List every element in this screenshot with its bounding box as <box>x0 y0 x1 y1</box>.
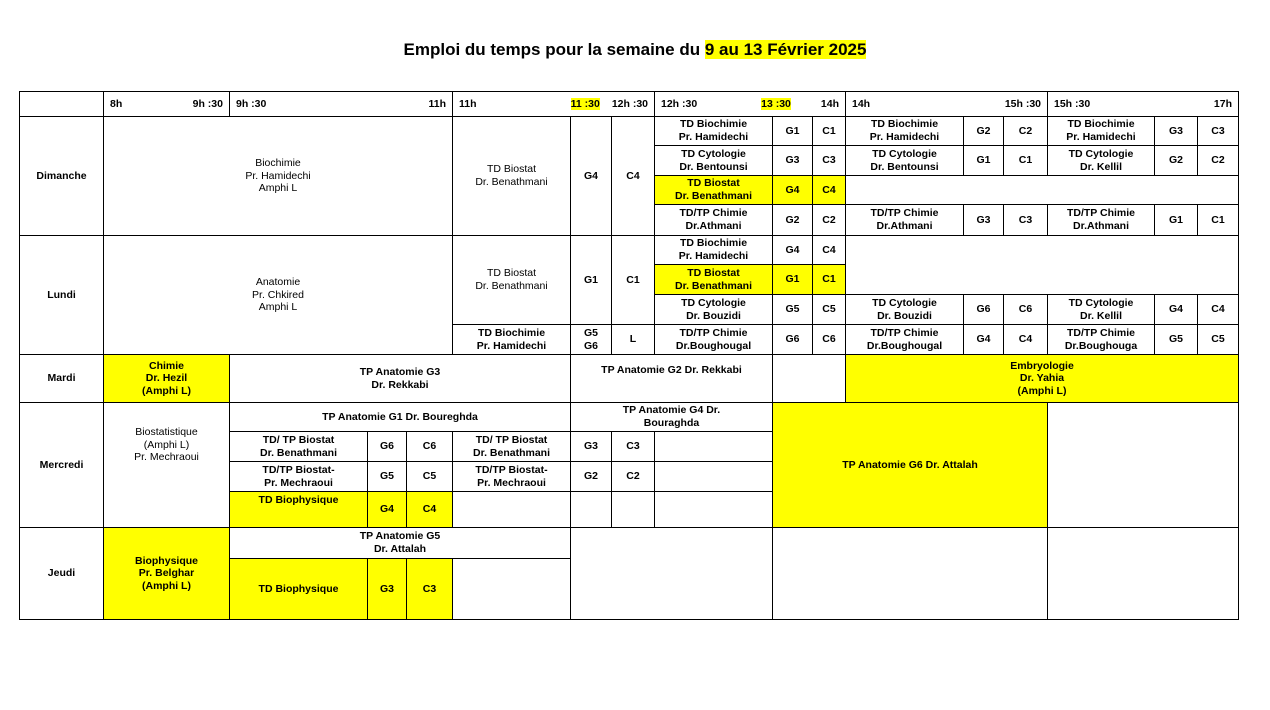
group-cell: G3 <box>963 204 1004 236</box>
room-cell: C2 <box>611 461 655 492</box>
course-cell: TD Biochimie Pr. Hamidechi <box>1047 116 1155 146</box>
room-cell: C4 <box>1003 324 1048 355</box>
header-slot-3 <box>452 91 655 117</box>
group-cell: G3 <box>367 558 407 620</box>
group-cell: G4 <box>1154 294 1198 325</box>
course-cell: TD/ TP Biostat Dr. Benathmani <box>229 431 368 462</box>
day-label-mardi: Mardi <box>19 354 104 403</box>
course-cell: TD/TP Biostat- Pr. Mechraoui <box>229 461 368 492</box>
course-cell: TP Anatomie G6 Dr. Attalah <box>772 402 1048 528</box>
room-cell: C4 <box>406 491 453 528</box>
group-cell: G1 <box>772 264 813 295</box>
time-label: 9h :30 <box>192 97 223 110</box>
empty-cell <box>845 175 1239 205</box>
empty-cell <box>570 527 773 620</box>
course-cell: TD Cytologie Dr. Bentounsi <box>845 145 964 176</box>
room-cell: C2 <box>1003 116 1048 146</box>
room-cell: C6 <box>1003 294 1048 325</box>
room-cell: C6 <box>812 324 846 355</box>
course-cell: TP Anatomie G4 Dr. Bouraghda <box>570 402 773 432</box>
course-cell: TD Biochimie Pr. Hamidechi <box>654 116 773 146</box>
room-cell: C3 <box>406 558 453 620</box>
time-label: 9h :30 <box>236 97 267 110</box>
group-cell: G4 <box>772 235 813 265</box>
empty-cell <box>1047 402 1239 528</box>
course-cell: TD Biophysique <box>229 558 368 620</box>
group-cell: G1 <box>772 116 813 146</box>
group-cell: G4 <box>963 324 1004 355</box>
room-cell: C1 <box>812 116 846 146</box>
room-cell: C4 <box>611 116 655 236</box>
group-cell: G3 <box>772 145 813 176</box>
course-cell: Anatomie Pr. Chkired Amphi L <box>103 235 453 355</box>
course-cell: Chimie Dr. Hezil (Amphi L) <box>103 354 230 403</box>
time-label: 12h :30 <box>661 97 698 110</box>
course-cell: TP Anatomie G5 Dr. Attalah <box>229 527 571 559</box>
course-cell: TD/TP Chimie Dr.Boughougal <box>654 324 773 355</box>
course-cell: TD Biostat Dr. Benathmani <box>654 264 773 295</box>
group-cell: G6 <box>367 431 407 462</box>
empty-cell <box>452 491 571 528</box>
course-cell: TD/TP Chimie Dr.Athmani <box>1047 204 1155 236</box>
course-cell: TD Biostat Dr. Benathmani <box>452 116 571 236</box>
group-cell: G6 <box>772 324 813 355</box>
group-cell: G4 <box>772 175 813 205</box>
room-cell: C3 <box>611 431 655 462</box>
group-cell: G5 G6 <box>570 324 612 355</box>
header-corner <box>19 91 104 117</box>
time-label: 11 :30 <box>570 97 600 110</box>
room-cell: C3 <box>1197 116 1239 146</box>
empty-cell <box>654 431 773 462</box>
course-cell: TD Cytologie Dr. Kellil <box>1047 145 1155 176</box>
course-cell: Biochimie Pr. Hamidechi Amphi L <box>103 116 453 236</box>
time-label: 11h <box>459 97 477 110</box>
course-cell: TD Cytologie Dr. Bouzidi <box>845 294 964 325</box>
room-cell: C1 <box>812 264 846 295</box>
room-cell: C4 <box>812 175 846 205</box>
room-cell: C1 <box>1003 145 1048 176</box>
room-cell: C2 <box>812 204 846 236</box>
group-cell: G2 <box>1154 145 1198 176</box>
time-label: 11h <box>428 97 446 110</box>
course-cell: TD Biochimie Pr. Hamidechi <box>845 116 964 146</box>
time-label: 8h <box>110 97 123 110</box>
course-cell: TD/TP Chimie Dr.Athmani <box>654 204 773 236</box>
room-cell: C4 <box>1197 294 1239 325</box>
time-label: 15h :30 <box>1054 97 1091 110</box>
course-cell: TD Biochimie Pr. Hamidechi <box>452 324 571 355</box>
group-cell: G5 <box>367 461 407 492</box>
course-cell: TD Biochimie Pr. Hamidechi <box>654 235 773 265</box>
course-cell: TD Biostat Dr. Benathmani <box>654 175 773 205</box>
day-label-jeudi: Jeudi <box>19 527 104 620</box>
room-cell: C3 <box>1003 204 1048 236</box>
course-cell: TP Anatomie G2 Dr. Rekkabi <box>570 354 773 403</box>
group-cell: G3 <box>570 431 612 462</box>
course-cell: TP Anatomie G3 Dr. Rekkabi <box>229 354 571 403</box>
room-cell: C1 <box>611 235 655 325</box>
time-label: 12h :30 <box>611 97 648 110</box>
course-cell: TD/TP Biostat- Pr. Mechraoui <box>452 461 571 492</box>
time-label: 15h :30 <box>1004 97 1041 110</box>
course-cell: Embryologie Dr. Yahia (Amphi L) <box>845 354 1239 403</box>
course-cell: Biostatistique (Amphi L) Pr. Mechraoui <box>103 402 230 528</box>
header-slot-2 <box>229 91 453 117</box>
group-cell: G5 <box>772 294 813 325</box>
empty-cell <box>654 461 773 492</box>
room-cell: C2 <box>1197 145 1239 176</box>
day-label-dimanche: Dimanche <box>19 116 104 236</box>
title-text: Emploi du temps pour la semaine du <box>403 40 705 59</box>
room-cell: L <box>611 324 655 355</box>
group-cell: G3 <box>1154 116 1198 146</box>
room-cell: C5 <box>1197 324 1239 355</box>
course-cell: TP Anatomie G1 Dr. Boureghda <box>229 402 571 432</box>
group-cell: G1 <box>1154 204 1198 236</box>
title-date-range: 9 au 13 Février 2025 <box>704 40 867 59</box>
course-cell: TD/TP Chimie Dr.Boughouga <box>1047 324 1155 355</box>
course-cell: TD/TP Chimie Dr.Athmani <box>845 204 964 236</box>
room-cell: C5 <box>812 294 846 325</box>
header-slot-4 <box>654 91 846 117</box>
empty-cell <box>570 491 612 528</box>
day-label-mercredi: Mercredi <box>19 402 104 528</box>
empty-cell <box>1047 527 1239 620</box>
course-cell: Biophysique Pr. Belghar (Amphi L) <box>103 527 230 620</box>
group-cell: G6 <box>963 294 1004 325</box>
empty-cell <box>772 527 1048 620</box>
room-cell: C1 <box>1197 204 1239 236</box>
course-cell: TD Cytologie Dr. Kellil <box>1047 294 1155 325</box>
group-cell: G4 <box>367 491 407 528</box>
room-cell: C6 <box>406 431 453 462</box>
room-cell: C4 <box>812 235 846 265</box>
group-cell: G2 <box>772 204 813 236</box>
course-cell: TD Cytologie Dr. Bentounsi <box>654 145 773 176</box>
room-cell: C3 <box>812 145 846 176</box>
empty-cell <box>452 558 571 620</box>
header-slot-6 <box>1047 91 1239 117</box>
course-cell: TD Biophysique <box>229 491 368 528</box>
day-label-lundi: Lundi <box>19 235 104 355</box>
empty-cell <box>845 235 1239 295</box>
group-cell: G2 <box>570 461 612 492</box>
header-slot-1 <box>103 91 230 117</box>
group-cell: G4 <box>570 116 612 236</box>
time-label: 14h <box>820 97 839 110</box>
course-cell: TD Cytologie Dr. Bouzidi <box>654 294 773 325</box>
time-label: 17h <box>1213 97 1232 110</box>
group-cell: G5 <box>1154 324 1198 355</box>
empty-cell <box>611 491 655 528</box>
header-slot-5 <box>845 91 1048 117</box>
time-label: 13 :30 <box>761 97 791 110</box>
course-cell: TD Biostat Dr. Benathmani <box>452 235 571 325</box>
course-cell: TD/ TP Biostat Dr. Benathmani <box>452 431 571 462</box>
empty-cell <box>654 491 773 528</box>
group-cell: G1 <box>963 145 1004 176</box>
course-cell: TD/TP Chimie Dr.Boughougal <box>845 324 964 355</box>
group-cell: G2 <box>963 116 1004 146</box>
empty-cell <box>772 354 846 403</box>
room-cell: C5 <box>406 461 453 492</box>
group-cell: G1 <box>570 235 612 325</box>
time-label: 14h <box>852 97 871 110</box>
